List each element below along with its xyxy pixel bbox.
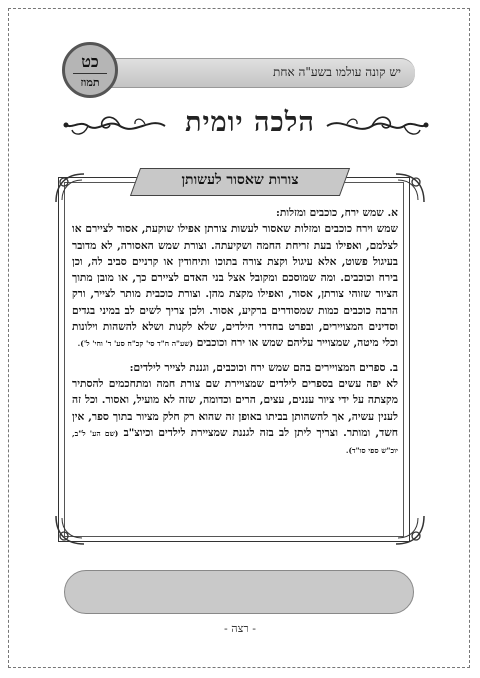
source-citation: (שע"ה ח"ד סי' קכ"ח סע' ד' וחי' ל'). — [77, 339, 194, 349]
paragraph — [72, 360, 398, 460]
corner-ornament-icon — [52, 512, 88, 548]
footer-banner — [64, 570, 414, 614]
paragraph — [72, 205, 398, 353]
date-badge — [62, 42, 118, 98]
source-citation: (שם הע' ל"ב, יוכ"ש ספי סו"ד). — [72, 428, 398, 456]
paragraph-body: שמש וירח כוכבים ומזלות שאסור לעשות צורתן אפילו שוקעת, אסור לציירם או לצלמם, ואפילו בעת זריחת החמה ושקיעתה. וצורת שמש האסורה, לא מדובר בעיגול פשוט, אלא עיגול וקצת צורה בתוכו ותיחודין או קרניים סביב לה, וכן בירח וכוכבים. ומה שמוסכם ומקובל אצל בני האדם לציירם כך, או מובן מתוך הציור שזוהי צורתן, אסור, ואפילו מקצת מהן. וצורת כוכבית מותר לצייר, ורק הרבה כוכבים כמות שמסודרים ברקיע, אסור. ולכן צריך לשים לב במיני בגדים וסדינים המצויירים, ובפרט בחדרי הילדים, שלא לקנות ושלא להשהות וילונות וכלי מיטה, שמצוייר עליהם שמש או ירח וכוכבים — [72, 223, 398, 350]
section-title: צורות שאסור לעשותן — [181, 172, 299, 188]
badge-month: תמוז — [80, 76, 100, 89]
badge-divider — [73, 73, 107, 74]
paragraph-body: לא יפה עשים בספרים לילדים שמצויירת שם צורת חמה ומתחכמים להסתיר מקצתה על ידי ציור עננים, עצים, הרים וכדומה, שזה לא מועיל, ואסור. וכל זה לענין עשיה, אך להשהותן בביתו באופן זה שהוא רק חלק מציור בתוך ספר, אין חשד, ומותר. וצריך ליתן לב בזה לגננת שמציירת לילדים וכיוצ"ב — [72, 377, 398, 439]
right-flourish-icon — [322, 111, 432, 141]
halacha-text — [72, 205, 398, 466]
left-flourish-icon — [60, 111, 170, 141]
paragraph-heading: א. שמש ירח, כוכבים ומזלות: — [275, 207, 398, 219]
title-area — [60, 105, 420, 149]
corner-ornament-icon — [392, 170, 428, 206]
page-title: הלכה יומית — [185, 107, 315, 138]
corner-ornament-icon — [392, 512, 428, 548]
page-number: - רצה - — [224, 622, 256, 635]
paragraph-heading: ב. ספרים המצויירים בהם שמש ירח וכוכבים, וגננת לצייר לילדים: — [129, 361, 398, 374]
corner-ornament-icon — [52, 170, 88, 206]
header-banner — [70, 58, 415, 88]
badge-day: כט — [81, 52, 99, 71]
banner-text: יש קונה עולמו בשע"ה אחת — [273, 65, 401, 79]
